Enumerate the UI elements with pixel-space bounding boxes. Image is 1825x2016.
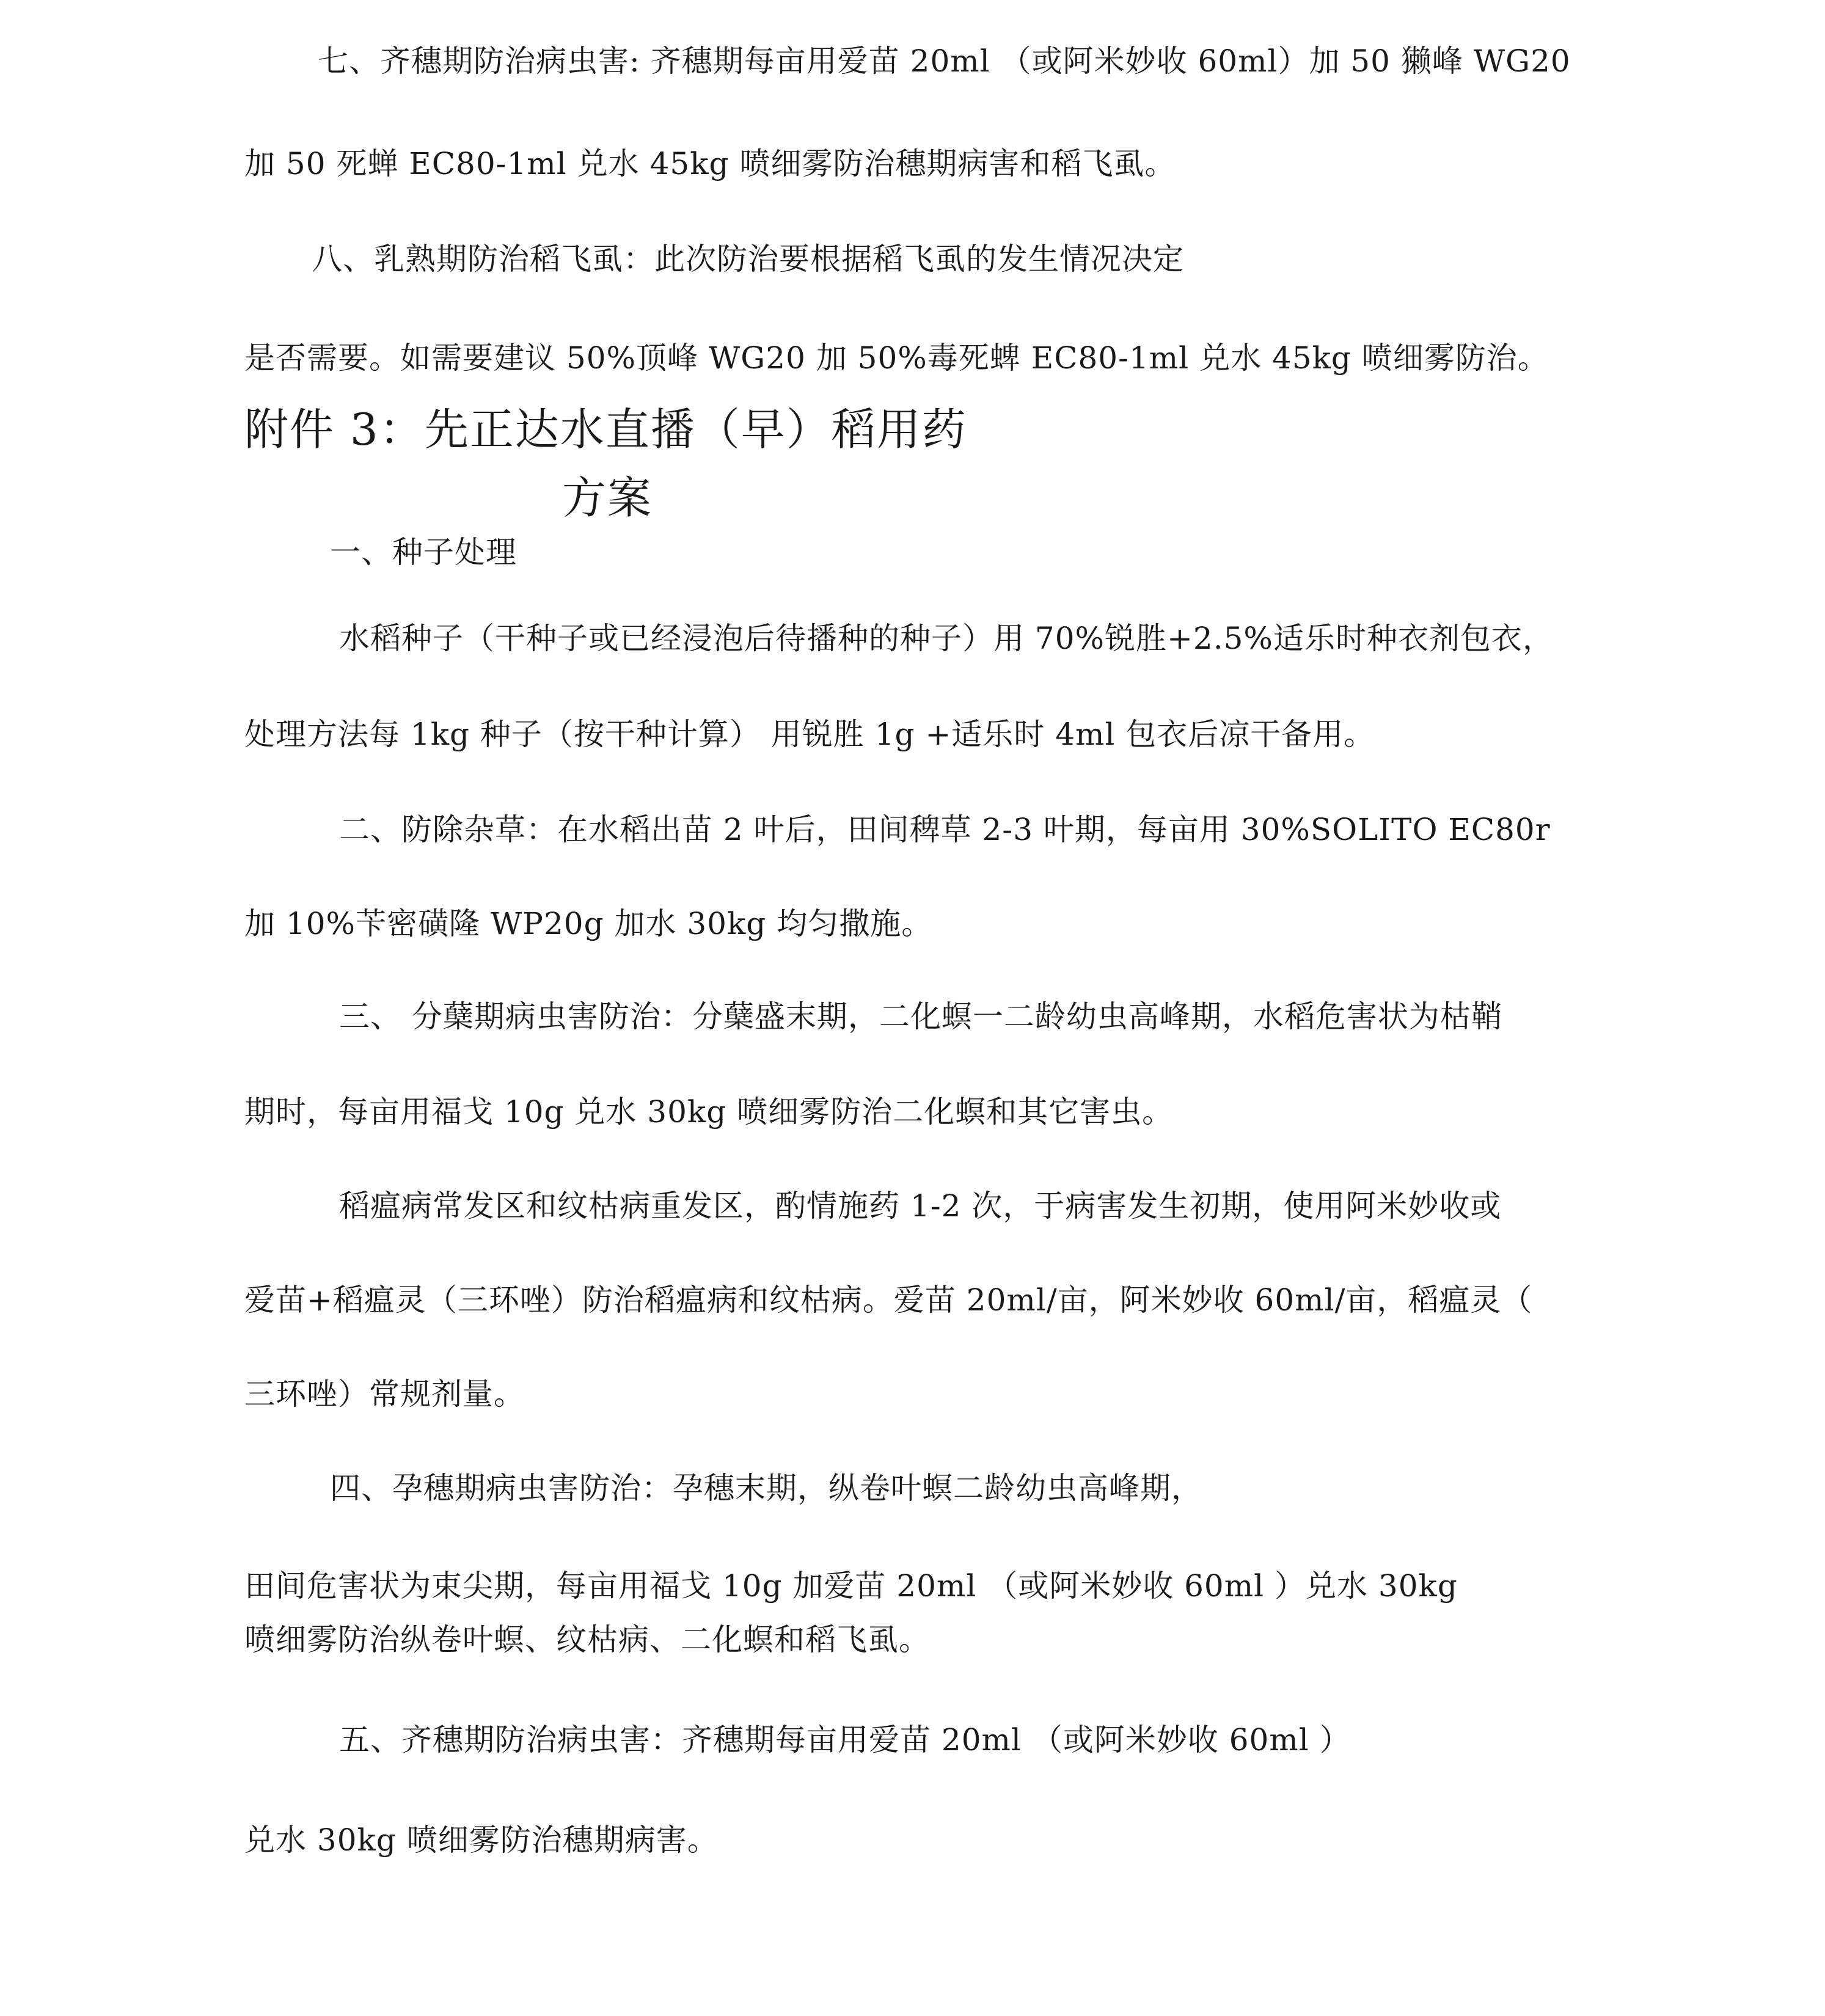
paragraph-8-line-1: 八、乳熟期防治稻飞虱：此次防治要根据稻飞虱的发生情况决定 — [312, 241, 1184, 277]
section-2-line-2: 加 10%苄密磺隆 WP20g 加水 30kg 均匀撒施。 — [244, 906, 933, 941]
section-1-line-2: 处理方法每 1kg 种子（按干种计算） 用锐胜 1g +适乐时 4ml 包衣后凉干备用。 — [244, 717, 1375, 752]
attachment-title-line-2: 方案 — [562, 472, 653, 524]
section-5-line-2: 兑水 30kg 喷细雾防治穗期病害。 — [244, 1822, 719, 1858]
section-4-line-3: 喷细雾防治纵卷叶螟、纹枯病、二化螟和稻飞虱。 — [244, 1622, 930, 1657]
paragraph-8-line-2: 是否需要。如需要建议 50%顶峰 WG20 加 50%毒死蜱 EC80-1ml 兑水 45kg 喷细雾防治。 — [244, 340, 1549, 376]
section-1-heading: 一、种子处理 — [330, 535, 517, 570]
section-3-line-3: 稻瘟病常发区和纹枯病重发区，酌情施药 1-2 次，于病害发生初期，使用阿米妙收或 — [339, 1188, 1502, 1224]
section-3-line-1: 三、 分蘖期病虫害防治：分蘖盛末期，二化螟一二龄幼虫高峰期，水稻危害状为枯鞘 — [339, 999, 1502, 1034]
attachment-title-line-1: 附件 3：先正达水直播（早）稻用药 — [244, 404, 967, 455]
section-1-line-1: 水稻种子（干种子或已经浸泡后待播种的种子）用 70%锐胜+2.5%适乐时种衣剂包衣， — [339, 621, 1554, 656]
section-2-line-1: 二、防除杂草：在水稻出苗 2 叶后，田间稗草 2-3 叶期，每亩用 30%SOLITO EC80r — [339, 812, 1551, 847]
paragraph-7-line-1: 七、齐穗期防治病虫害: 齐穗期每亩用爱苗 20ml （或阿米妙收 60ml）加 50 獭峰 WG20 — [318, 43, 1571, 79]
section-3-line-2: 期时，每亩用福戈 10g 兑水 30kg 喷细雾防治二化螟和其它害虫。 — [244, 1094, 1174, 1130]
section-5-line-1: 五、齐穗期防治病虫害：齐穗期每亩用爱苗 20ml （或阿米妙收 60ml ） — [339, 1722, 1351, 1758]
section-3-line-4: 爱苗+稻瘟灵（三环唑）防治稻瘟病和纹枯病。爱苗 20ml/亩，阿米妙收 60ml/亩，稻瘟灵（ — [244, 1282, 1533, 1318]
section-3-line-5: 三环唑）常规剂量。 — [244, 1376, 525, 1412]
section-4-line-1: 四、孕穗期病虫害防治：孕穗末期，纵卷叶螟二龄幼虫高峰期， — [330, 1470, 1202, 1506]
paragraph-7-line-2: 加 50 死蝉 EC80-1ml 兑水 45kg 喷细雾防治穗期病害和稻飞虱。 — [244, 146, 1176, 181]
section-4-line-2: 田间危害状为束尖期，每亩用福戈 10g 加爱苗 20ml （或阿米妙收 60ml ）兑水 30kg — [244, 1568, 1458, 1604]
